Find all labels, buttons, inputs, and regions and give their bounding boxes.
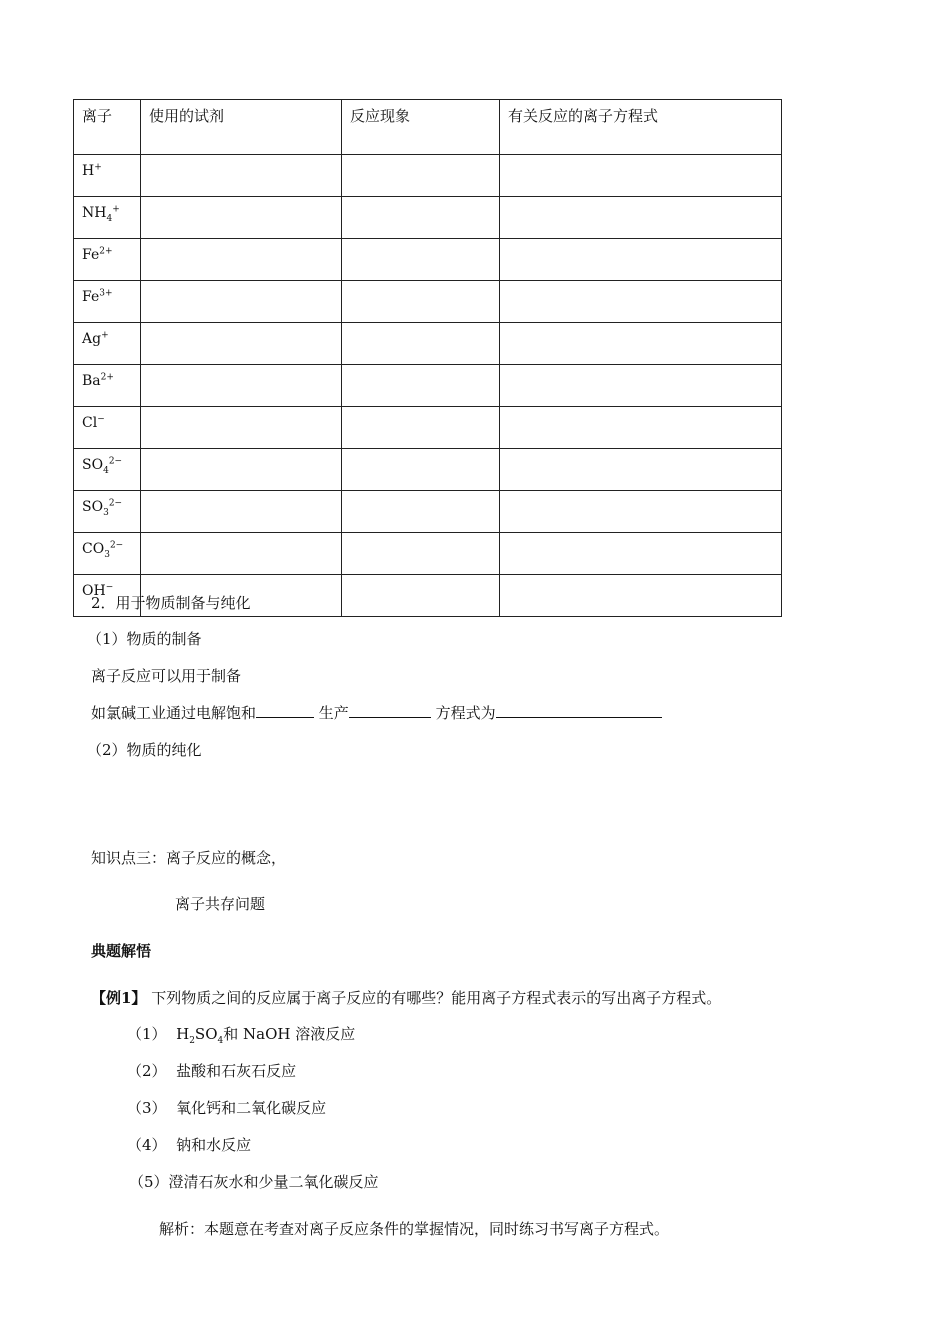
reagent-cell[interactable] [141, 155, 342, 197]
example-item-3 [127, 1098, 326, 1118]
equation-cell[interactable] [500, 575, 782, 617]
ion-cell: $NH_4^+$ [74, 197, 141, 239]
item-text: 盐酸和石灰石反应 [176, 1062, 297, 1080]
table-row [74, 491, 782, 533]
ion-cell: OH− [74, 575, 141, 617]
item-number: （3） [127, 1099, 167, 1117]
table-body [74, 155, 782, 617]
knowledge-point-3-sub: 离子共存问题 [175, 895, 266, 913]
chlor-alkali-sentence [91, 703, 662, 723]
example-item-1 [127, 1024, 355, 1044]
equation-cell[interactable] [500, 239, 782, 281]
phenomenon-cell[interactable] [342, 155, 500, 197]
phenomenon-cell[interactable] [342, 197, 500, 239]
table-row [74, 449, 782, 491]
phenomenon-cell[interactable] [342, 575, 500, 617]
table-row [74, 239, 782, 281]
chlor-alkali-part-c: 方程式为 [435, 704, 496, 722]
equation-cell[interactable] [500, 281, 782, 323]
example-1-question: 下列物质之间的反应属于离子反应的有哪些？能用离子方程式表示的写出离子方程式。 [151, 989, 722, 1007]
item-text: 钠和水反应 [176, 1136, 252, 1154]
phenomenon-cell[interactable] [342, 407, 500, 449]
table-row [74, 533, 782, 575]
header-reagent: 使用的试剂 [141, 100, 342, 155]
reagent-cell[interactable] [141, 491, 342, 533]
ion-cell: Ag+ [74, 323, 141, 365]
table-row [74, 155, 782, 197]
blank-electrolyte[interactable] [256, 703, 314, 718]
phenomenon-cell[interactable] [342, 281, 500, 323]
reagent-cell[interactable] [141, 281, 342, 323]
equation-cell[interactable] [500, 407, 782, 449]
item-number: （5） [129, 1173, 169, 1191]
table-header-row [74, 100, 782, 155]
equation-cell[interactable] [500, 491, 782, 533]
header-ion: 离子 [74, 100, 141, 155]
section-2-2-heading: （2）物质的纯化 [87, 741, 202, 759]
table-row [74, 197, 782, 239]
equation-cell[interactable] [500, 323, 782, 365]
table-row [74, 407, 782, 449]
table-row [74, 365, 782, 407]
item-text: 澄清石灰水和少量二氧化碳反应 [168, 1173, 379, 1191]
example-1-prompt [91, 988, 721, 1008]
ion-cell: $SO_3^{2-}$ [74, 491, 141, 533]
example-item-2 [127, 1061, 296, 1081]
phenomenon-cell[interactable] [342, 239, 500, 281]
equation-cell[interactable] [500, 155, 782, 197]
table-row [74, 323, 782, 365]
ion-cell: $Fe^{3+}$ [74, 281, 141, 323]
equation-cell[interactable] [500, 365, 782, 407]
reagent-cell[interactable] [141, 239, 342, 281]
analysis-text: 解析：本题意在考查对离子反应条件的掌握情况，同时练习书写离子方程式。 [159, 1220, 670, 1238]
chlor-alkali-part-a: 如氯碱工业通过电解饱和 [91, 704, 257, 722]
example-1-tag: 【例1】 [91, 989, 147, 1007]
ion-cell: H+ [74, 155, 141, 197]
example-section-title: 典题解悟 [91, 942, 152, 960]
item-text: 氧化钙和二氧化碳反应 [176, 1099, 327, 1117]
example-item-4 [127, 1135, 251, 1155]
phenomenon-cell[interactable] [342, 533, 500, 575]
equation-cell[interactable] [500, 533, 782, 575]
section-2-heading: 2．用于物质制备与纯化 [91, 594, 251, 612]
equation-cell[interactable] [500, 197, 782, 239]
section-2-1-heading: （1）物质的制备 [87, 630, 202, 648]
chlor-alkali-part-b: 生产 [318, 704, 349, 722]
ion-detection-table [73, 99, 782, 617]
reagent-cell[interactable] [141, 449, 342, 491]
ion-cell: $Fe^{2+}$ [74, 239, 141, 281]
header-phenomenon: 反应现象 [342, 100, 500, 155]
reagent-cell[interactable] [141, 365, 342, 407]
knowledge-point-3: 知识点三：离子反应的概念， [91, 849, 287, 867]
ion-cell: $Ba^{2+}$ [74, 365, 141, 407]
reagent-cell[interactable] [141, 197, 342, 239]
header-ionic-equation: 有关反应的离子方程式 [500, 100, 782, 155]
reagent-cell[interactable] [141, 533, 342, 575]
table-row [74, 281, 782, 323]
ion-cell: $SO_4^{2-}$ [74, 449, 141, 491]
example-item-5 [129, 1172, 379, 1192]
blank-equation[interactable] [496, 703, 662, 718]
phenomenon-cell[interactable] [342, 365, 500, 407]
phenomenon-cell[interactable] [342, 491, 500, 533]
reagent-cell[interactable] [141, 407, 342, 449]
ion-cell: $CO_3^{2-}$ [74, 533, 141, 575]
equation-cell[interactable] [500, 449, 782, 491]
phenomenon-cell[interactable] [342, 323, 500, 365]
ion-cell: Cl− [74, 407, 141, 449]
reagent-cell[interactable] [141, 323, 342, 365]
blank-product[interactable] [349, 703, 431, 718]
item-number: （2） [127, 1062, 167, 1080]
item-text: $H_2SO_4$和 NaOH 溶液反应 [176, 1025, 356, 1046]
phenomenon-cell[interactable] [342, 449, 500, 491]
item-number: （1） [127, 1025, 167, 1043]
preparation-text: 离子反应可以用于制备 [91, 667, 242, 685]
item-number: （4） [127, 1136, 167, 1154]
